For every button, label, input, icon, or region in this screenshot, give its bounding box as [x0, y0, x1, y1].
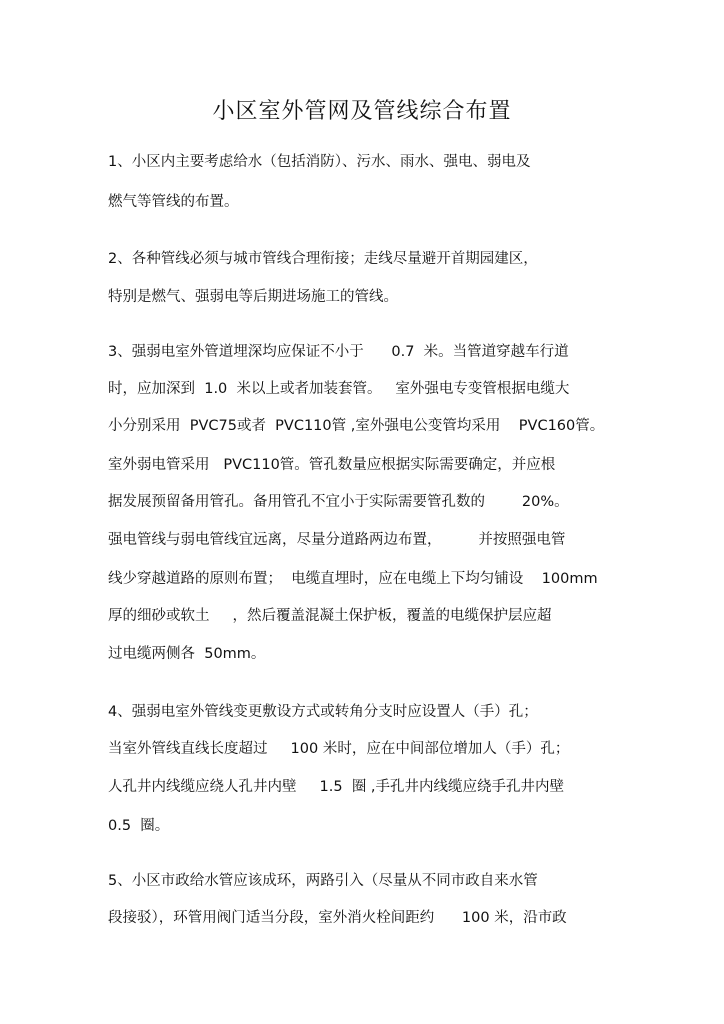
paragraph-3-line-1: 3、强弱电室外管道埋深均应保证不小于 0.7 米。当管道穿越车行道 — [108, 344, 569, 360]
paragraph-1-line-2: 燃气等管线的布置。 — [108, 194, 239, 210]
paragraph-3-line-7: 线少穿越道路的原则布置； 电缆直埋时，应在电缆上下均匀铺设 100mm — [108, 571, 598, 587]
paragraph-3-line-3: 小分别采用 PVC75或者 PVC110管 ,室外强电公变管均采用 PVC160管。 — [108, 418, 605, 434]
paragraph-2-line-1: 2、各种管线必须与城市管线合理衔接；走线尽量避开首期园建区， — [108, 251, 538, 267]
paragraph-5-line-1: 5、小区市政给水管应该成环，两路引入（尽量从不同市政自来水管 — [108, 873, 538, 889]
paragraph-5-line-2: 段接驳），环管用阀门适当分段，室外消火栓间距约 100 米，沿市政 — [108, 910, 567, 926]
paragraph-4-line-1: 4、强弱电室外管线变更敷设方式或转角分支时应设置人（手）孔； — [108, 704, 538, 720]
paragraph-2-line-2: 特别是燃气、强弱电等后期进场施工的管线。 — [108, 289, 398, 305]
paragraph-1-line-1: 1、小区内主要考虑给水（包括消防）、污水、雨水、强电、弱电及 — [108, 154, 531, 170]
paragraph-3-line-6: 强电管线与弱电管线宜远离，尽量分道路两边布置， 并按照强电管 — [108, 532, 566, 548]
paragraph-4-line-4: 0.5 圈。 — [108, 818, 170, 834]
paragraph-3-line-4: 室外弱电管采用 PVC110管。管孔数量应根据实际需要确定，并应根 — [108, 457, 556, 473]
paragraph-3-line-8: 厚的细砂或软土 ，然后覆盖混凝土保护板，覆盖的电缆保护层应超 — [108, 608, 552, 624]
paragraph-3-line-2: 时，应加深到 1.0 米以上或者加装套管。 室外强电专变管根据电缆大 — [108, 381, 570, 397]
paragraph-4-line-2: 当室外管线直线长度超过 100 米时，应在中间部位增加人（手）孔； — [108, 741, 570, 757]
paragraph-4-line-3: 人孔井内线缆应绕人孔井内壁 1.5 圈 ,手孔井内线缆应绕手孔井内壁 — [108, 779, 565, 795]
paragraph-3-line-5: 据发展预留备用管孔。备用管孔不宜小于实际需要管孔数的 20%。 — [108, 494, 569, 510]
document-title: 小区室外管网及管线综合布置 — [212, 99, 512, 124]
paragraph-3-line-9: 过电缆两侧各 50mm。 — [108, 646, 266, 662]
